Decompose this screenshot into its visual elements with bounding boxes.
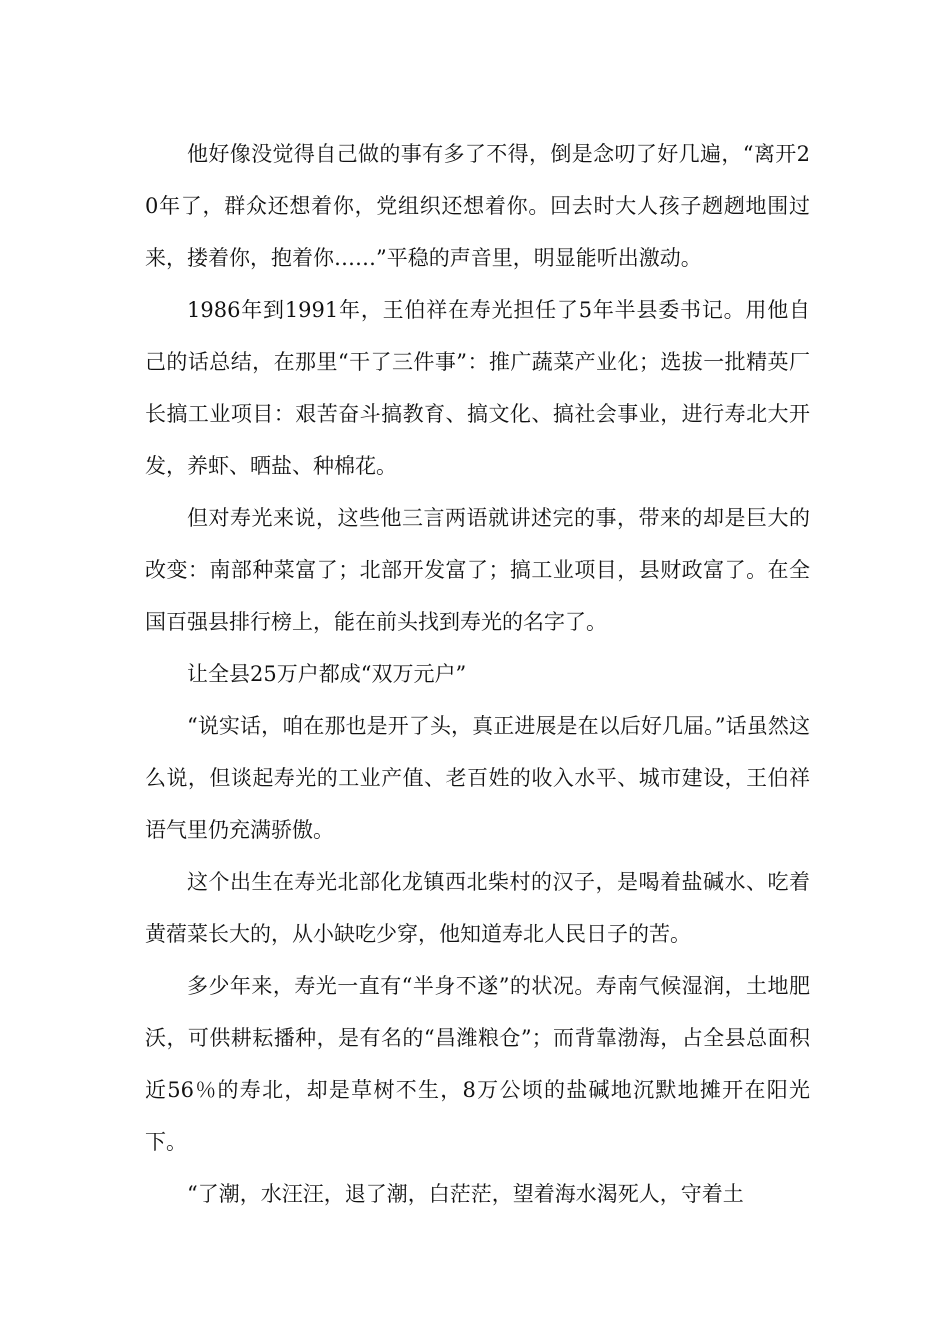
section-heading: 让全县25万户都成“双万元户” [187,662,467,686]
paragraph-4: “说实话，咱在那也是开了头，真正进展是在以后好几届。”话虽然这么说，但谈起寿光的工业产值、老百姓的收入水平、城市建设，王伯祥语气里仍充满骄傲。 [145,714,810,842]
paragraph-2: 1986年到1991年，王伯祥在寿光担任了5年半县委书记。用他自己的话总结，在那里“干了三件事”：推广蔬菜产业化；选拔一批精英厂长搞工业项目：艰苦奋斗搞教育、搞文化、搞社会事业，进行寿北大开发，养虾、晒盐、种棉花。 [145,298,810,478]
paragraph-5: 这个出生在寿光北部化龙镇西北柴村的汉子，是喝着盐碱水、吃着黄蓿菜长大的，从小缺吃少穿，他知道寿北人民日子的苦。 [145,870,810,946]
paragraph-7: “了潮，水汪汪，退了潮，白茫茫，望着海水渴死人，守着土 [187,1182,744,1206]
article-body [145,128,810,1220]
paragraph-3: 但对寿光来说，这些他三言两语就讲述完的事，带来的却是巨大的改变：南部种菜富了；北部开发富了；搞工业项目，县财政富了。在全国百强县排行榜上，能在前头找到寿光的名字了。 [145,506,810,634]
paragraph-6: 多少年来，寿光一直有“半身不遂”的状况。寿南气候湿润，土地肥沃，可供耕耘播种，是有名的“昌潍粮仓”；而背靠渤海，占全县总面积近56％的寿北，却是草树不生，8万公顷的盐碱地沉默地摊开在阳光下。 [145,974,810,1154]
paragraph-1: 他好像没觉得自己做的事有多了不得，倒是念叨了好几遍，“离开20年了，群众还想着你，党组织还想着你。回去时大人孩子趔趔地围过来，搂着你，抱着你……”平稳的声音里，明显能听出激动。 [145,142,810,270]
